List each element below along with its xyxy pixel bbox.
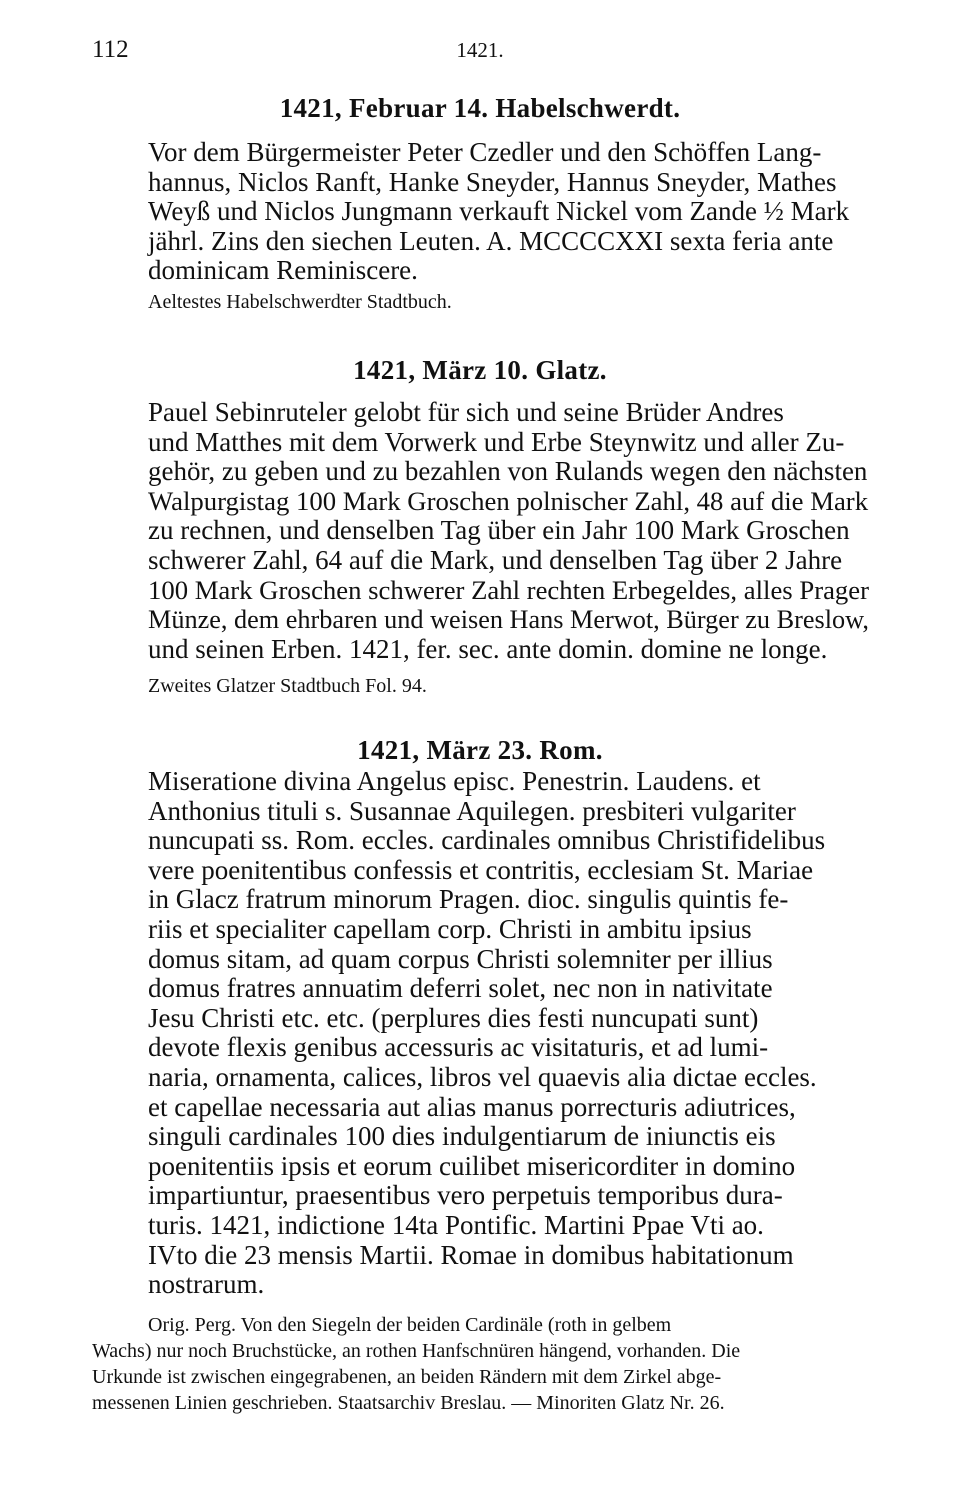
archival-note — [92, 1312, 868, 1416]
text-line: Weyß und Niclos Jungmann verkauft Nickel vom Zande ½ Mark — [148, 196, 850, 227]
entry-heading-2: 1421, März 10. Glatz. — [353, 355, 607, 385]
text-line: domus fratres annuatim deferri solet, nec non in nativitate — [148, 973, 773, 1004]
text-line: Jesu Christi etc. etc. (perplures dies festi nuncupati sunt) — [148, 1002, 759, 1033]
note-line: Wachs) nur noch Bruchstücke, an rothen Hanfschnüren hängend, vorhanden. Die — [92, 1340, 741, 1362]
text-line: nuncupati ss. Rom. eccles. cardinales omnibus Christifidelibus — [148, 825, 826, 856]
text-line: IVto die 23 mensis Martii. Romae in domibus habitationum — [148, 1239, 794, 1270]
entry-text-3 — [92, 767, 868, 1300]
text-line: domus sitam, ad quam corpus Christi solemniter per illius — [148, 943, 773, 974]
note-line: messenen Linien geschrieben. Staatsarchiv Breslau. — Minoriten Glatz Nr. 26. — [92, 1392, 725, 1414]
text-line: impartiuntur, praesentibus vero perpetuis temporibus dura- — [148, 1180, 783, 1211]
text-line: 100 Mark Groschen schwerer Zahl rechten Erbegeldes, alles Prager — [148, 574, 870, 605]
text-line: Münze, dem ehrbaren und weisen Hans Merwot, Bürger zu Breslow, — [148, 605, 869, 635]
text-line: riis et specialiter capellam corp. Christi in ambitu ipsius — [148, 913, 752, 944]
text-line: hannus, Niclos Ranft, Hanke Sneyder, Hannus Sneyder, Mathes — [148, 166, 837, 197]
text-line: jährl. Zins den siechen Leuten. A. MCCCCXXI sexta feria ante — [148, 225, 834, 256]
text-line: und Matthes mit dem Vorwerk und Erbe Steynwitz und aller Zu- — [148, 426, 845, 457]
entry-heading-3: 1421, März 23. Rom. — [357, 735, 603, 765]
text-line: nostrarum. — [148, 1269, 265, 1300]
entry-text-2 — [92, 398, 868, 664]
text-line: gehör, zu geben und zu bezahlen von Rulands wegen den nächsten — [148, 456, 868, 487]
text-line: turis. 1421, indictione 14ta Pontific. Martini Ppae Vti ao. — [148, 1209, 764, 1240]
text-line: vere poenitentibus confessis et contritis, ecclesiam St. Mariae — [148, 854, 814, 885]
text-line: naria, ornamenta, calices, libros vel quaevis alia dictae eccles. — [148, 1061, 817, 1092]
text-line: Pauel Sebinruteler gelobt für sich und seine Brüder Andres — [148, 397, 784, 427]
note-line: Orig. Perg. Von den Siegeln der beiden Cardinäle (roth in gelbem — [148, 1314, 672, 1336]
text-line: in Glacz fratrum minorum Pragen. dioc. singulis quintis fe- — [148, 884, 789, 915]
page-number: 112 — [92, 36, 129, 63]
entry-text-1 — [92, 138, 868, 286]
text-line: und seinen Erben. 1421, fer. sec. ante domin. domine ne longe. — [148, 633, 828, 664]
text-line: Vor dem Bürgermeister Peter Czedler und den Schöffen Lang- — [148, 137, 822, 167]
text-line: Anthonius tituli s. Susannae Aquilegen. presbiteri vulgariter — [148, 795, 796, 826]
text-line: Miseratione divina Angelus episc. Penestrin. Laudens. et — [148, 766, 761, 796]
text-line: et capellae necessaria aut alias manus porrecturis adiutrices, — [148, 1091, 796, 1122]
entry-source-1: Aeltestes Habelschwerdter Stadtbuch. — [148, 291, 452, 313]
entry-heading-1: 1421, Februar 14. Habelschwerdt. — [279, 93, 681, 123]
text-line: singuli cardinales 100 dies indulgentiarum de iniunctis eis — [148, 1121, 776, 1152]
text-line: devote flexis genibus accessuris ac visitaturis, et ad lumi- — [148, 1032, 769, 1063]
text-line: Walpurgistag 100 Mark Groschen polnischer Zahl, 48 auf die Mark — [148, 485, 869, 516]
running-head — [92, 36, 868, 68]
text-line: poenitentiis ipsis et eorum cuilibet misericorditer in domino — [148, 1150, 796, 1181]
running-title: 1421. — [456, 38, 504, 62]
text-line: dominicam Reminiscere. — [148, 255, 418, 286]
text-line: zu rechnen, und denselben Tag über ein Jahr 100 Mark Groschen — [148, 515, 850, 546]
note-line: Urkunde ist zwischen eingegrabenen, an beiden Rändern mit dem Zirkel abge- — [92, 1366, 722, 1388]
entry-source-2: Zweites Glatzer Stadtbuch Fol. 94. — [148, 675, 427, 697]
text-line: schwerer Zahl, 64 auf die Mark, und denselben Tag über 2 Jahre — [148, 544, 843, 575]
